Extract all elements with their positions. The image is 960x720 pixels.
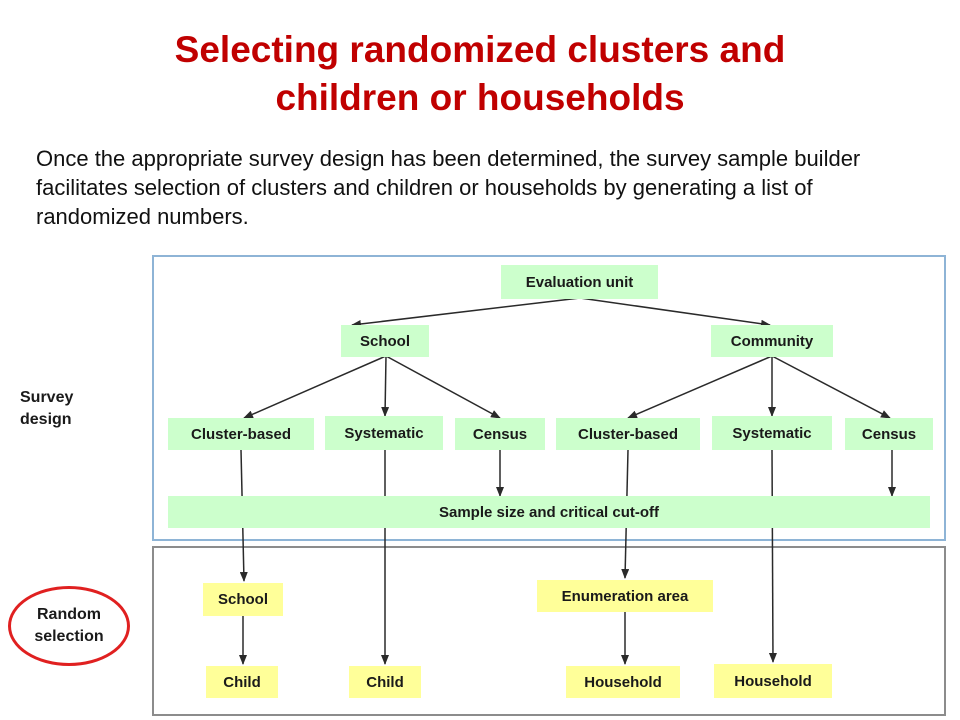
intro-paragraph: Once the appropriate survey design has been determined, the survey sample builder facilitates selection of clusters and children or households by generating a list of randomized numbers. <box>36 146 861 229</box>
community-node: Community <box>711 325 833 357</box>
survey-design-label: Survey design <box>20 389 74 428</box>
arrow-eval-school <box>352 298 580 325</box>
community-census-node: Census <box>845 418 933 450</box>
selection-household-node-2: Household <box>714 664 832 698</box>
arrow-community-census <box>772 356 890 418</box>
arrow-school-systematic <box>385 356 386 416</box>
arrow-school-census <box>386 356 500 418</box>
title-line-1: Selecting randomized clusters and <box>174 29 786 70</box>
school-census-node: Census <box>455 418 545 450</box>
title-line-2: children or households <box>275 77 685 118</box>
community-systematic-node: Systematic <box>712 416 832 450</box>
selection-child-node-2: Child <box>349 666 421 698</box>
school-cluster-based-node: Cluster-based <box>168 418 314 450</box>
selection-household-node-1: Household <box>566 666 680 698</box>
community-cluster-based-node: Cluster-based <box>556 418 700 450</box>
sample-size-node: Sample size and critical cut-off <box>168 496 930 528</box>
arrow-school-cluster <box>244 356 386 418</box>
evaluation-unit-node: Evaluation unit <box>501 265 658 299</box>
random-selection-label: Random selection <box>34 606 104 645</box>
school-node: School <box>341 325 429 357</box>
selection-school-node: School <box>203 583 283 616</box>
arrow-eval-community <box>580 298 770 325</box>
school-systematic-node: Systematic <box>325 416 443 450</box>
selection-enumeration-area-node: Enumeration area <box>537 580 713 612</box>
arrow-community-cluster <box>628 356 772 418</box>
selection-child-node-1: Child <box>206 666 278 698</box>
arrow-systematic-household <box>772 450 773 662</box>
